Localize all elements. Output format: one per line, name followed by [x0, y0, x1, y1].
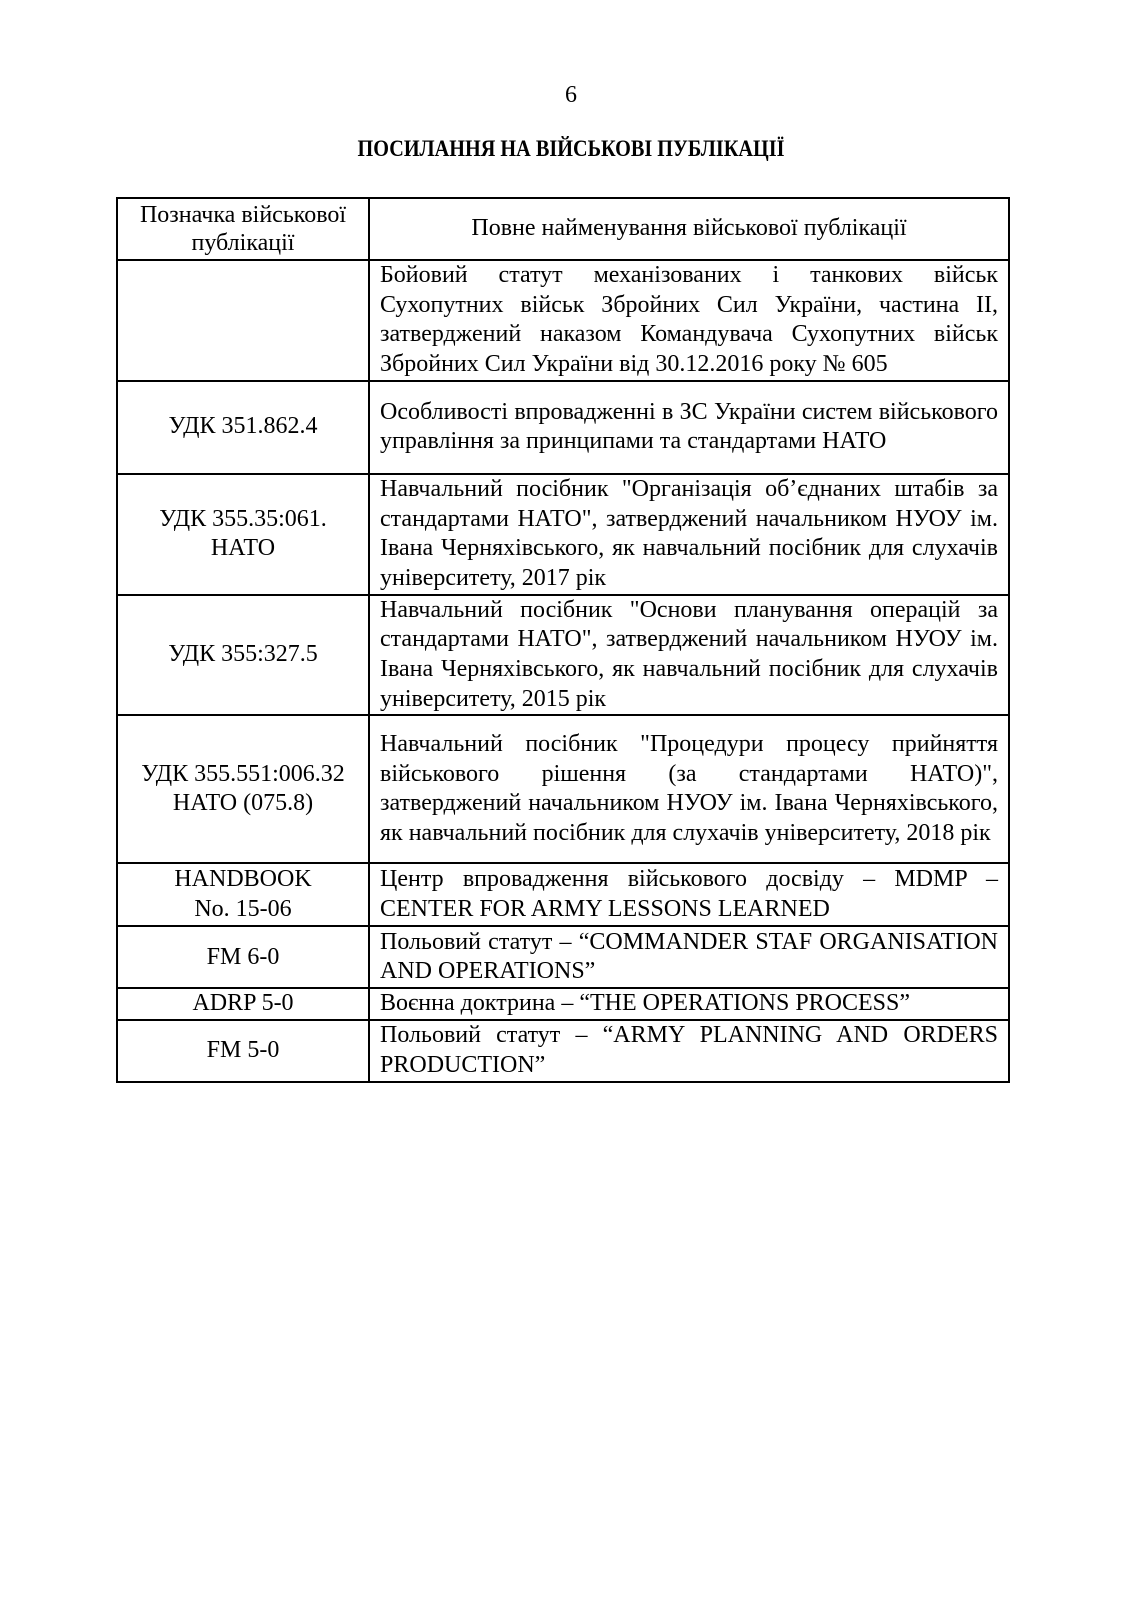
page-title: ПОСИЛАННЯ НА ВІЙСЬКОВІ ПУБЛІКАЦІЇ: [357, 136, 785, 161]
page-number: 6: [565, 82, 577, 108]
publication-code: УДК 355.551:006.32 НАТО (075.8): [117, 715, 369, 863]
publication-name: Польовий статут – “COMMANDER STAF ORGANISATION AND OPERATIONS”: [369, 926, 1009, 988]
references-table: [116, 197, 1010, 1083]
publication-name: Воєнна доктрина – “THE OPERATIONS PROCESS”: [369, 988, 1009, 1020]
table-header-row: [117, 198, 1009, 260]
publication-name: Центр впровадження військового досвіду – MDMP – CENTER FOR ARMY LESSONS LEARNED: [369, 863, 1009, 926]
header-code: Позначка військової публікації: [117, 198, 369, 260]
publication-name: Польовий статут – “ARMY PLANNING AND ORDERS PRODUCTION”: [369, 1020, 1009, 1082]
publication-code: FM 6-0: [117, 926, 369, 988]
table-row: [117, 260, 1009, 381]
publication-name: Навчальний посібник "Основи планування операцій за стандартами НАТО", затверджений начальником НУОУ ім. Івана Черняхівського, як навчальний посібник для слухачів університету, 2015 рік: [369, 595, 1009, 716]
publication-code: FM 5-0: [117, 1020, 369, 1082]
table-row: [117, 595, 1009, 716]
publication-code: HANDBOOK No. 15-06: [117, 863, 369, 926]
table-row: [117, 381, 1009, 474]
publication-code: УДК 351.862.4: [117, 381, 369, 474]
publication-code: УДК 355:327.5: [117, 595, 369, 716]
table-row: [117, 926, 1009, 988]
table-row: [117, 988, 1009, 1020]
table-row: [117, 715, 1009, 863]
publication-name: Навчальний посібник "Процедури процесу прийняття військового рішення (за стандартами НАТО)", затверджений начальником НУОУ ім. Івана Черняхівського, як навчальний посібник для слухачів університету, 2018 рік: [369, 715, 1009, 863]
publication-code: [117, 260, 369, 381]
publication-code: ADRP 5-0: [117, 988, 369, 1020]
header-name: Повне найменування військової публікації: [369, 198, 1009, 260]
publication-name: Навчальний посібник "Організація об’єднаних штабів за стандартами НАТО", затверджений начальником НУОУ ім. Івана Черняхівського, як навчальний посібник для слухачів університету, 2017 рік: [369, 474, 1009, 595]
publication-code: УДК 355.35:061. НАТО: [117, 474, 369, 595]
table-row: [117, 1020, 1009, 1082]
table-row: [117, 863, 1009, 926]
table-row: [117, 474, 1009, 595]
publication-name: Особливості впровадженні в ЗС України систем військового управління за принципами та стандартами НАТО: [369, 381, 1009, 474]
publication-name: Бойовий статут механізованих і танкових військ Сухопутних військ Збройних Сил України, частина ІІ, затверджений наказом Командувача Сухопутних військ Збройних Сил України від 30.12.2016 року № 605: [369, 260, 1009, 381]
